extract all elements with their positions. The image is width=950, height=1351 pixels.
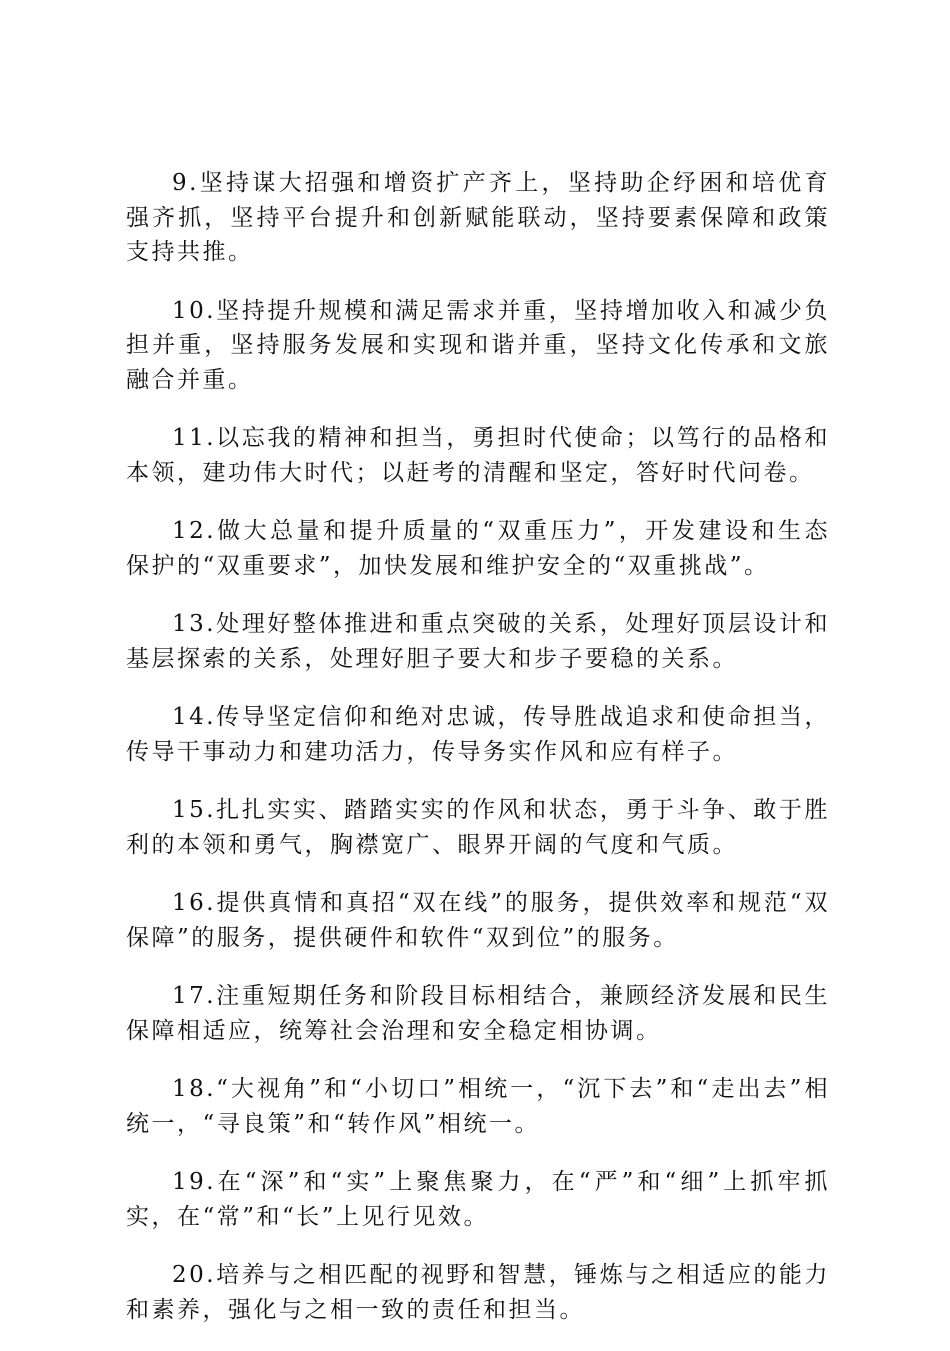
paragraph-14: 14.传导坚定信仰和绝对忠诚，传导胜战追求和使命担当，传导干事动力和建功活力，传导务实作风和应有样子。 bbox=[126, 704, 830, 765]
paragraph-9: 9.坚持谋大招强和增资扩产齐上，坚持助企纾困和培优育强齐抓，坚持平台提升和创新赋能联动，坚持要素保障和政策支持共推。 bbox=[126, 170, 830, 265]
paragraph-18: 18.“大视角”和“小切口”相统一，“沉下去”和“走出去”相统一，“寻良策”和“转作风”相统一。 bbox=[126, 1076, 830, 1137]
paragraph-20: 20.培养与之相匹配的视野和智慧，锤炼与之相适应的能力和素养，强化与之相一致的责任和担当。 bbox=[126, 1262, 830, 1323]
paragraph-13: 13.处理好整体推进和重点突破的关系，处理好顶层设计和基层探索的关系，处理好胆子要大和步子要稳的关系。 bbox=[126, 611, 830, 672]
paragraph-15: 15.扎扎实实、踏踏实实的作风和状态，勇于斗争、敢于胜利的本领和勇气，胸襟宽广、眼界开阔的气度和气质。 bbox=[126, 797, 830, 858]
paragraph-19: 19.在“深”和“实”上聚焦聚力，在“严”和“细”上抓牢抓实，在“常”和“长”上见行见效。 bbox=[126, 1169, 830, 1230]
paragraph-17: 17.注重短期任务和阶段目标相结合，兼顾经济发展和民生保障相适应，统筹社会治理和安全稳定相协调。 bbox=[126, 983, 830, 1044]
paragraph-12: 12.做大总量和提升质量的“双重压力”，开发建设和生态保护的“双重要求”，加快发展和维护安全的“双重挑战”。 bbox=[126, 518, 830, 579]
paragraph-11: 11.以忘我的精神和担当，勇担时代使命；以笃行的品格和本领，建功伟大时代；以赶考的清醒和坚定，答好时代问卷。 bbox=[126, 425, 830, 486]
paragraph-16: 16.提供真情和真招“双在线”的服务，提供效率和规范“双保障”的服务，提供硬件和软件“双到位”的服务。 bbox=[126, 890, 830, 951]
document-body bbox=[126, 166, 830, 1351]
paragraph-10: 10.坚持提升规模和满足需求并重，坚持增加收入和减少负担并重，坚持服务发展和实现和谐并重，坚持文化传承和文旅融合并重。 bbox=[126, 297, 830, 393]
